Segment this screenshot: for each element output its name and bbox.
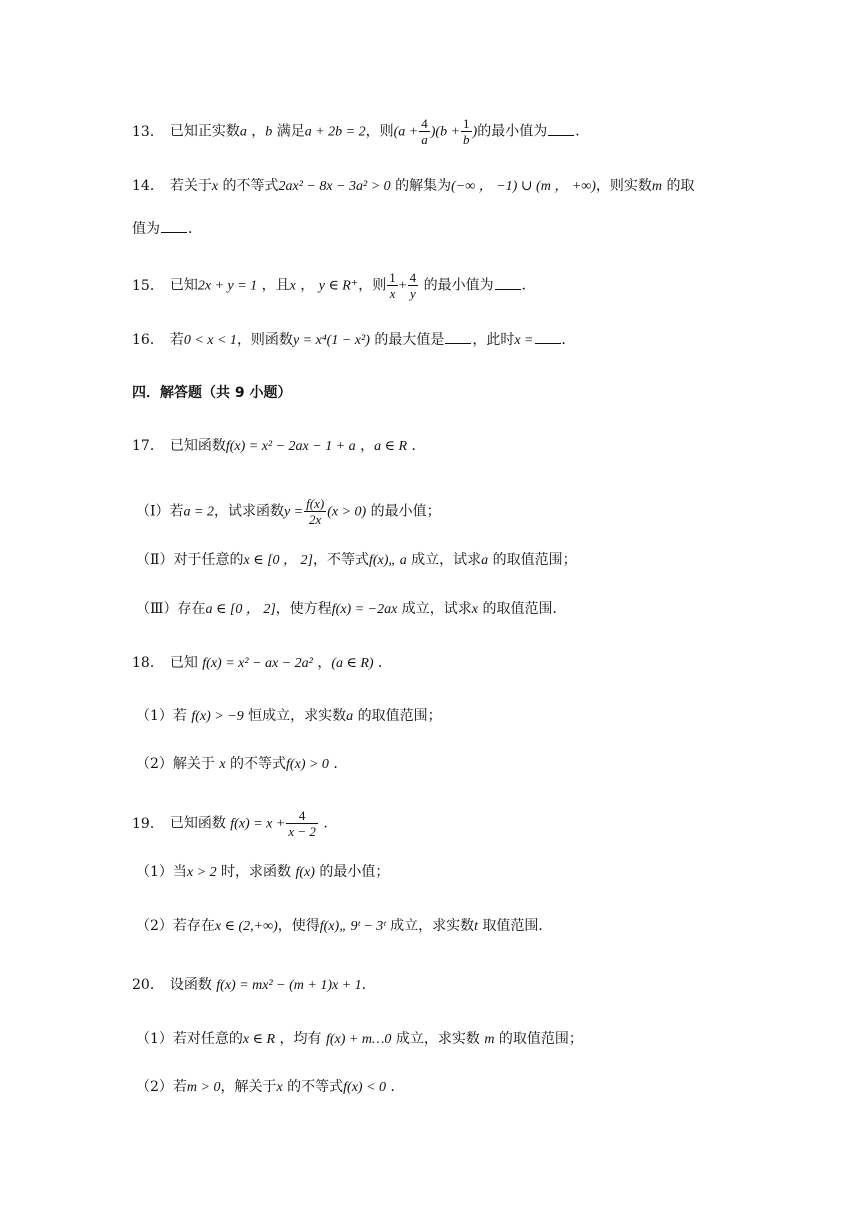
problem-number: 17．: [132, 438, 164, 454]
math-function: f(x) = x² − 2ax − 1 + a: [225, 439, 356, 454]
answer-blank[interactable]: [495, 275, 521, 290]
math-condition: 2x + y = 1: [197, 278, 258, 294]
math-condition: a + 2b = 2: [304, 124, 366, 140]
problem-16: 16． 若0 < x < 1，则函数y = x⁴(1 − x²) 的最大值是 ，此时x = ．: [132, 329, 760, 351]
problem-20: 20． 设函数 f(x) = mx² − (m + 1)x + 1．: [132, 977, 376, 993]
problem-20-part-2: （2）若m > 0，解关于x 的不等式f(x) < 0 ．: [136, 1079, 405, 1095]
problem-number: 13．: [132, 123, 164, 140]
math-function: f(x) = x +: [230, 816, 286, 832]
fraction: $\frac{1}{b}$: [463, 116, 470, 147]
problem-18-part-1: （1）若 f(x) > −9 恒成立，求实数a 的取值范围；: [136, 708, 442, 724]
math-function: y = x⁴(1 − x²): [292, 333, 370, 348]
problem-20-part-1: （1）若对任意的x ∈ R ，均有 f(x) + m…0 成立，求实数 m 的取值范围；: [136, 1031, 583, 1047]
answer-blank[interactable]: [548, 121, 574, 136]
math-function: f(x) = x² − ax − 2a²: [202, 656, 313, 671]
fraction: $\frac{1}{x}$: [389, 270, 396, 301]
problem-13: 13． 已知正实数a ，b 满足a + 2b = 2，则(a + $\frac{4}{a}$ )(b + $\frac{1}{b}$ )的最小值为 ．: [132, 116, 590, 147]
problem-number: 20．: [132, 977, 164, 993]
problem-number: 16．: [132, 332, 164, 348]
problem-number: 15．: [132, 277, 164, 294]
problem-14: 14． 若关于x 的不等式2ax² − 8x − 3a² > 0 的解集为(−∞ ， −1) ∪ (m ， +∞)，则实数m 的取: [132, 178, 695, 194]
problem-17: 17． 已知函数f(x) = x² − 2ax − 1 + a ，a ∈ R ．: [132, 438, 426, 454]
math-solution-set: (−∞ ， −1) ∪ (m ， +∞): [451, 179, 596, 194]
problem-14-continued: 值为 ．: [132, 218, 760, 239]
problem-18: 18． 已知 f(x) = x² − ax − 2a² ，(a ∈ R) ．: [132, 655, 393, 671]
fraction: $\frac{4}{y}$: [409, 270, 417, 301]
fraction: $\frac{f(x)}{2x}$: [306, 496, 325, 527]
problem-19-part-1: （1）当x > 2 时，求函数 f(x) 的最小值；: [136, 864, 390, 880]
problem-17-part-i: （Ⅰ）若a = 2，试求函数y = $\frac{f(x)}{2x}$ (x > 0) 的最小值；: [136, 496, 441, 527]
math-inequality: 2ax² − 8x − 3a² > 0: [278, 179, 391, 194]
problem-number: 14．: [132, 178, 164, 194]
problem-number: 19．: [132, 815, 164, 832]
problem-18-part-2: （2）解关于 x 的不等式f(x) > 0 ．: [136, 756, 348, 772]
fraction: $\frac{4}{x - 2}$: [288, 808, 316, 839]
answer-blank[interactable]: [445, 329, 471, 344]
problem-19-part-2: （2）若存在x ∈ (2,+∞)，使得f(x)„ 9ᵗ − 3ᵗ 成立，求实数t 取值范围．: [136, 918, 553, 934]
problem-17-part-iii: （Ⅲ）存在a ∈ [0 ， 2]，使方程f(x) = −2ax 成立，试求x 的取值范围．: [136, 601, 567, 617]
problem-number: 18．: [132, 655, 164, 671]
problem-15: 15． 已知2x + y = 1 ，且x ， y ∈ R⁺，则 $\frac{1}{x}$ + $\frac{4}{y}$ 的最小值为 ．: [132, 270, 536, 301]
answer-blank[interactable]: [535, 329, 561, 344]
problem-17-part-ii: （Ⅱ）对于任意的x ∈ [0 ， 2]，不等式f(x)„ a 成立，试求a 的取值范围；: [136, 552, 577, 568]
math-condition: 0 < x < 1: [183, 333, 237, 348]
answer-blank[interactable]: [161, 218, 187, 233]
section-heading: 四．解答题（共 9 小题）: [132, 385, 292, 401]
math-function: f(x) = mx² − (m + 1)x + 1: [216, 978, 362, 993]
fraction: $\frac{4}{a}$: [421, 116, 428, 147]
problem-19: 19． 已知函数 f(x) = x + $\frac{4}{x - 2}$ ．: [132, 808, 338, 839]
